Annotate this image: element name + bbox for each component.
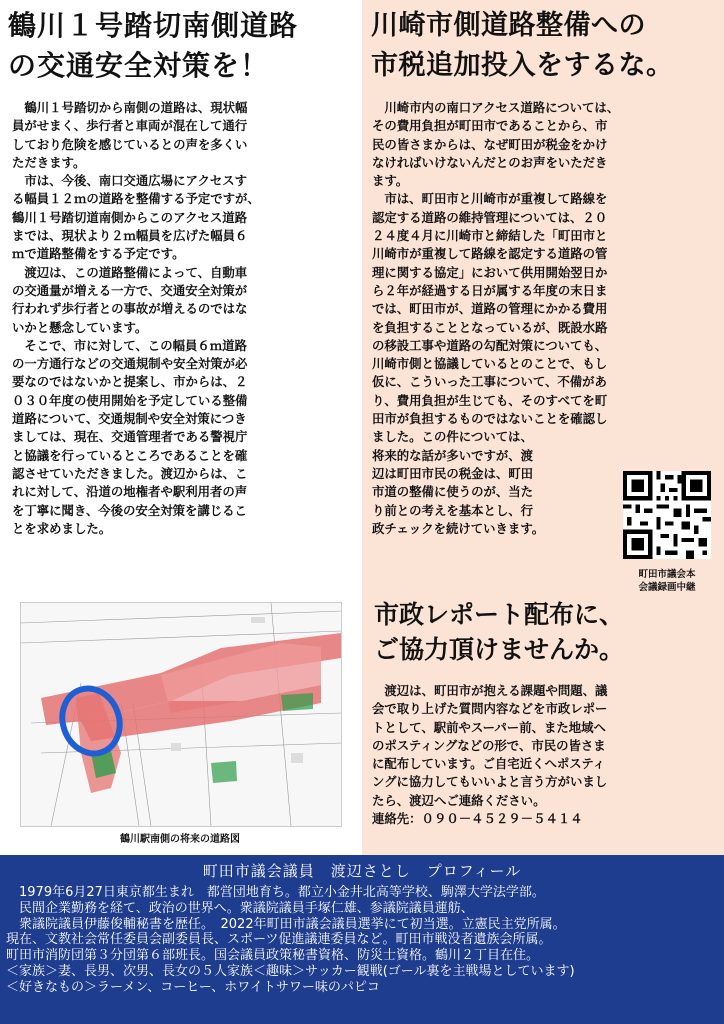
profile-section	[0, 855, 724, 1024]
report-body-line: 渡辺は、町田市が抱える課題や問題、議	[372, 683, 608, 698]
right-body-line: り、費用負担が生じても、そのすべてを町	[372, 392, 608, 408]
left-body-line: れに対して、沿道の地権者や駅利用者の声	[12, 484, 248, 500]
contact-phone[interactable]: 連絡先：０９０－４５２９－５４１４	[372, 811, 583, 827]
report-headline	[374, 597, 624, 667]
qr-code-pattern	[623, 471, 711, 559]
left-body-line: ましては、現在、交通管理者である警視庁	[12, 429, 248, 445]
left-body-line: 員がせまく、歩行者と車両が混在して通行	[12, 118, 248, 134]
right-body-line: 市道の整備に使うのが、当た	[372, 484, 534, 500]
right-body-line: 民の皆さまからは、なぜ町田が税金をかけ	[372, 136, 608, 152]
right-body-line: を負担することとなっているが、既設水路	[372, 319, 608, 335]
left-body-line: しており危険を感じているとの声を多くい	[12, 136, 248, 152]
right-body-line: 市は、町田市と川崎市が重複して路線を	[372, 191, 608, 207]
left-body-line: ｍで道路整備をする予定です。	[12, 246, 185, 262]
right-body-line: 仮に、こういった工事について、不備があ	[372, 374, 607, 390]
left-body-line: 行われず歩行者との事故が増えるのではな	[12, 301, 248, 317]
right-column	[362, 0, 724, 855]
profile-line: 1979年6月27日東京都生まれ 都営団地育ち。都立小金井北高等学校、駒澤大学法学部。	[6, 885, 545, 900]
left-body-line: る幅員１２ｍの道路を整備する予定ですが、	[12, 191, 260, 207]
profile-line: 民間企業勤務を経て、政治の世界へ。衆議院議員手塚仁雄、参議院議員蓮舫、	[6, 900, 474, 916]
map-caption: 鶴川駅南側の将来の道路図	[120, 834, 240, 845]
right-headline-line-1: 川崎市側道路整備への	[371, 10, 646, 41]
right-body-line: 理に関する協定」において供用開始翌日か	[372, 264, 608, 280]
report-headline-line-2: ご協力頂けませんか。	[374, 635, 625, 664]
profile-line: 衆議院議員伊藤俊輔秘書を歴任。 2022年町田市議会議員選挙にて初当選。立憲民主党所属。	[6, 916, 566, 932]
report-body-line: ングに協力してもいいよと言う方がいまし	[372, 774, 608, 790]
right-body-line: ました。この件については、	[372, 429, 533, 445]
right-headline	[371, 6, 674, 86]
qr-caption-line-2: 会議録画中継	[638, 582, 696, 593]
right-body-line: 辺は町田市民の税金は、町田	[372, 465, 534, 481]
right-body-line: の移設工事や道路の勾配対策についても、	[372, 337, 608, 353]
report-body-line: のポスティングなどの形で、市民の皆さま	[372, 737, 606, 753]
left-body-line: と協議を行っているところであることを確	[12, 447, 248, 463]
right-body-line: 田市が負担するものではないことを確認し	[372, 411, 608, 427]
left-body-line: 鶴川１号踏切から南側の道路は、現状幅	[12, 100, 248, 115]
report-body-line: たら、渡辺へご連絡ください。	[372, 792, 546, 808]
left-headline-line-2: の交通安全対策を！	[8, 49, 270, 82]
left-body-line: そこで、市に対して、この幅員６ｍ道路	[12, 337, 247, 353]
left-body-line: いかと懸念しています。	[12, 319, 148, 335]
left-body-line: の一方通行などの交通規制や安全対策が必	[12, 356, 248, 372]
right-body-line: 将来的な話が多いですが、渡	[372, 447, 534, 463]
right-body-line: り前との考えを基本とし、行	[372, 502, 534, 518]
right-body-line: 川崎市が重複して路線を認定する道路の管	[372, 246, 608, 262]
profile-body	[6, 885, 720, 996]
left-body-line: を丁寧に聞き、今後の安全対策を講じるこ	[12, 502, 247, 518]
right-body-line: ら２年が経過する日が属する年度の末日ま	[372, 282, 608, 298]
left-body-line: 鶴川１号踏切道南側からこのアクセス道路	[12, 209, 248, 225]
left-body-line: までは、現状より２ｍ幅員を広げた幅員６	[12, 228, 248, 244]
left-body-line: ただきます。	[12, 154, 86, 170]
profile-line: ＜家族＞妻、長男、次男、長女の５人家族＜趣味＞サッカー観戦(ゴール裏を主戦場としています)	[6, 963, 575, 979]
left-body-line: の交通量が増える一方で、交通安全対策が	[12, 282, 248, 298]
report-body-line: 会で取り上げた質問内容などを市政レポー	[372, 701, 608, 717]
right-article-body	[372, 99, 619, 538]
report-body	[372, 682, 607, 828]
qr-code[interactable]	[623, 471, 711, 559]
report-headline-line-1: 市政レポート配布に、	[374, 600, 625, 629]
left-column	[0, 0, 362, 855]
right-body-line: ます。	[372, 173, 409, 189]
left-body-line: 市は、今後、南口交通広場にアクセスす	[12, 173, 248, 189]
left-body-line: 要なのではないかと提案し、市からは、２	[12, 374, 248, 390]
road-map-image	[20, 602, 342, 827]
report-body-line: に配布しています。ご自宅近くへポスティ	[372, 756, 606, 772]
left-body-line: 認させていただきました。渡辺からは、こ	[12, 465, 248, 481]
road-map-drawing	[21, 603, 341, 826]
qr-caption	[615, 568, 719, 594]
right-body-line: 川崎市内の南口アクセス道路については、	[372, 100, 620, 115]
profile-line: 町田市消防団第３分団第６部班長。国会議員政策秘書資格、防災士資格。鶴川２丁目在住。	[6, 948, 540, 964]
report-body-line: トとして、駅前やスーパー前、また地域へ	[372, 719, 606, 735]
right-body-line: 政チェックを続けていきます。	[372, 520, 545, 536]
left-article-body	[12, 99, 260, 538]
profile-line: ＜好きなもの＞ラーメン、コーヒー、ホワイトサワー味のパピコ	[6, 979, 380, 995]
left-headline	[8, 6, 298, 86]
right-body-line: ２４度４月に川崎市と締結した「町田市と	[372, 228, 608, 244]
qr-caption-line-1: 町田市議会本	[638, 569, 696, 580]
right-body-line: では、町田市が、道路の管理にかかる費用	[372, 301, 608, 317]
right-body-line: その費用負担が町田市であることから、市	[372, 118, 608, 134]
right-body-line: 認定する道路の維持管理については、２０	[372, 209, 608, 225]
left-body-line: とを求めました。	[12, 520, 112, 536]
right-body-line: 川崎市側と協議しているとのことで、もし	[372, 356, 608, 372]
right-body-line: なければいけないんだとのお声をいただき	[372, 154, 608, 170]
left-body-line: 道路について、交通規制や安全対策につき	[12, 411, 247, 427]
right-headline-line-2: 市税追加投入をするな。	[371, 50, 674, 81]
profile-line: 現在、文教社会常任委員会副委員長、スポーツ促進議連委員など。町田市戦没者遺族会所属。	[6, 932, 552, 948]
profile-title: 町田市議会議員 渡辺さとし プロフィール	[202, 862, 522, 880]
left-body-line: 渡辺は、この道路整備によって、自動車	[12, 264, 248, 280]
left-body-line: ０３０年度の使用開始を予定している整備	[12, 392, 248, 408]
left-headline-line-1: 鶴川１号踏切南側道路	[8, 9, 299, 42]
